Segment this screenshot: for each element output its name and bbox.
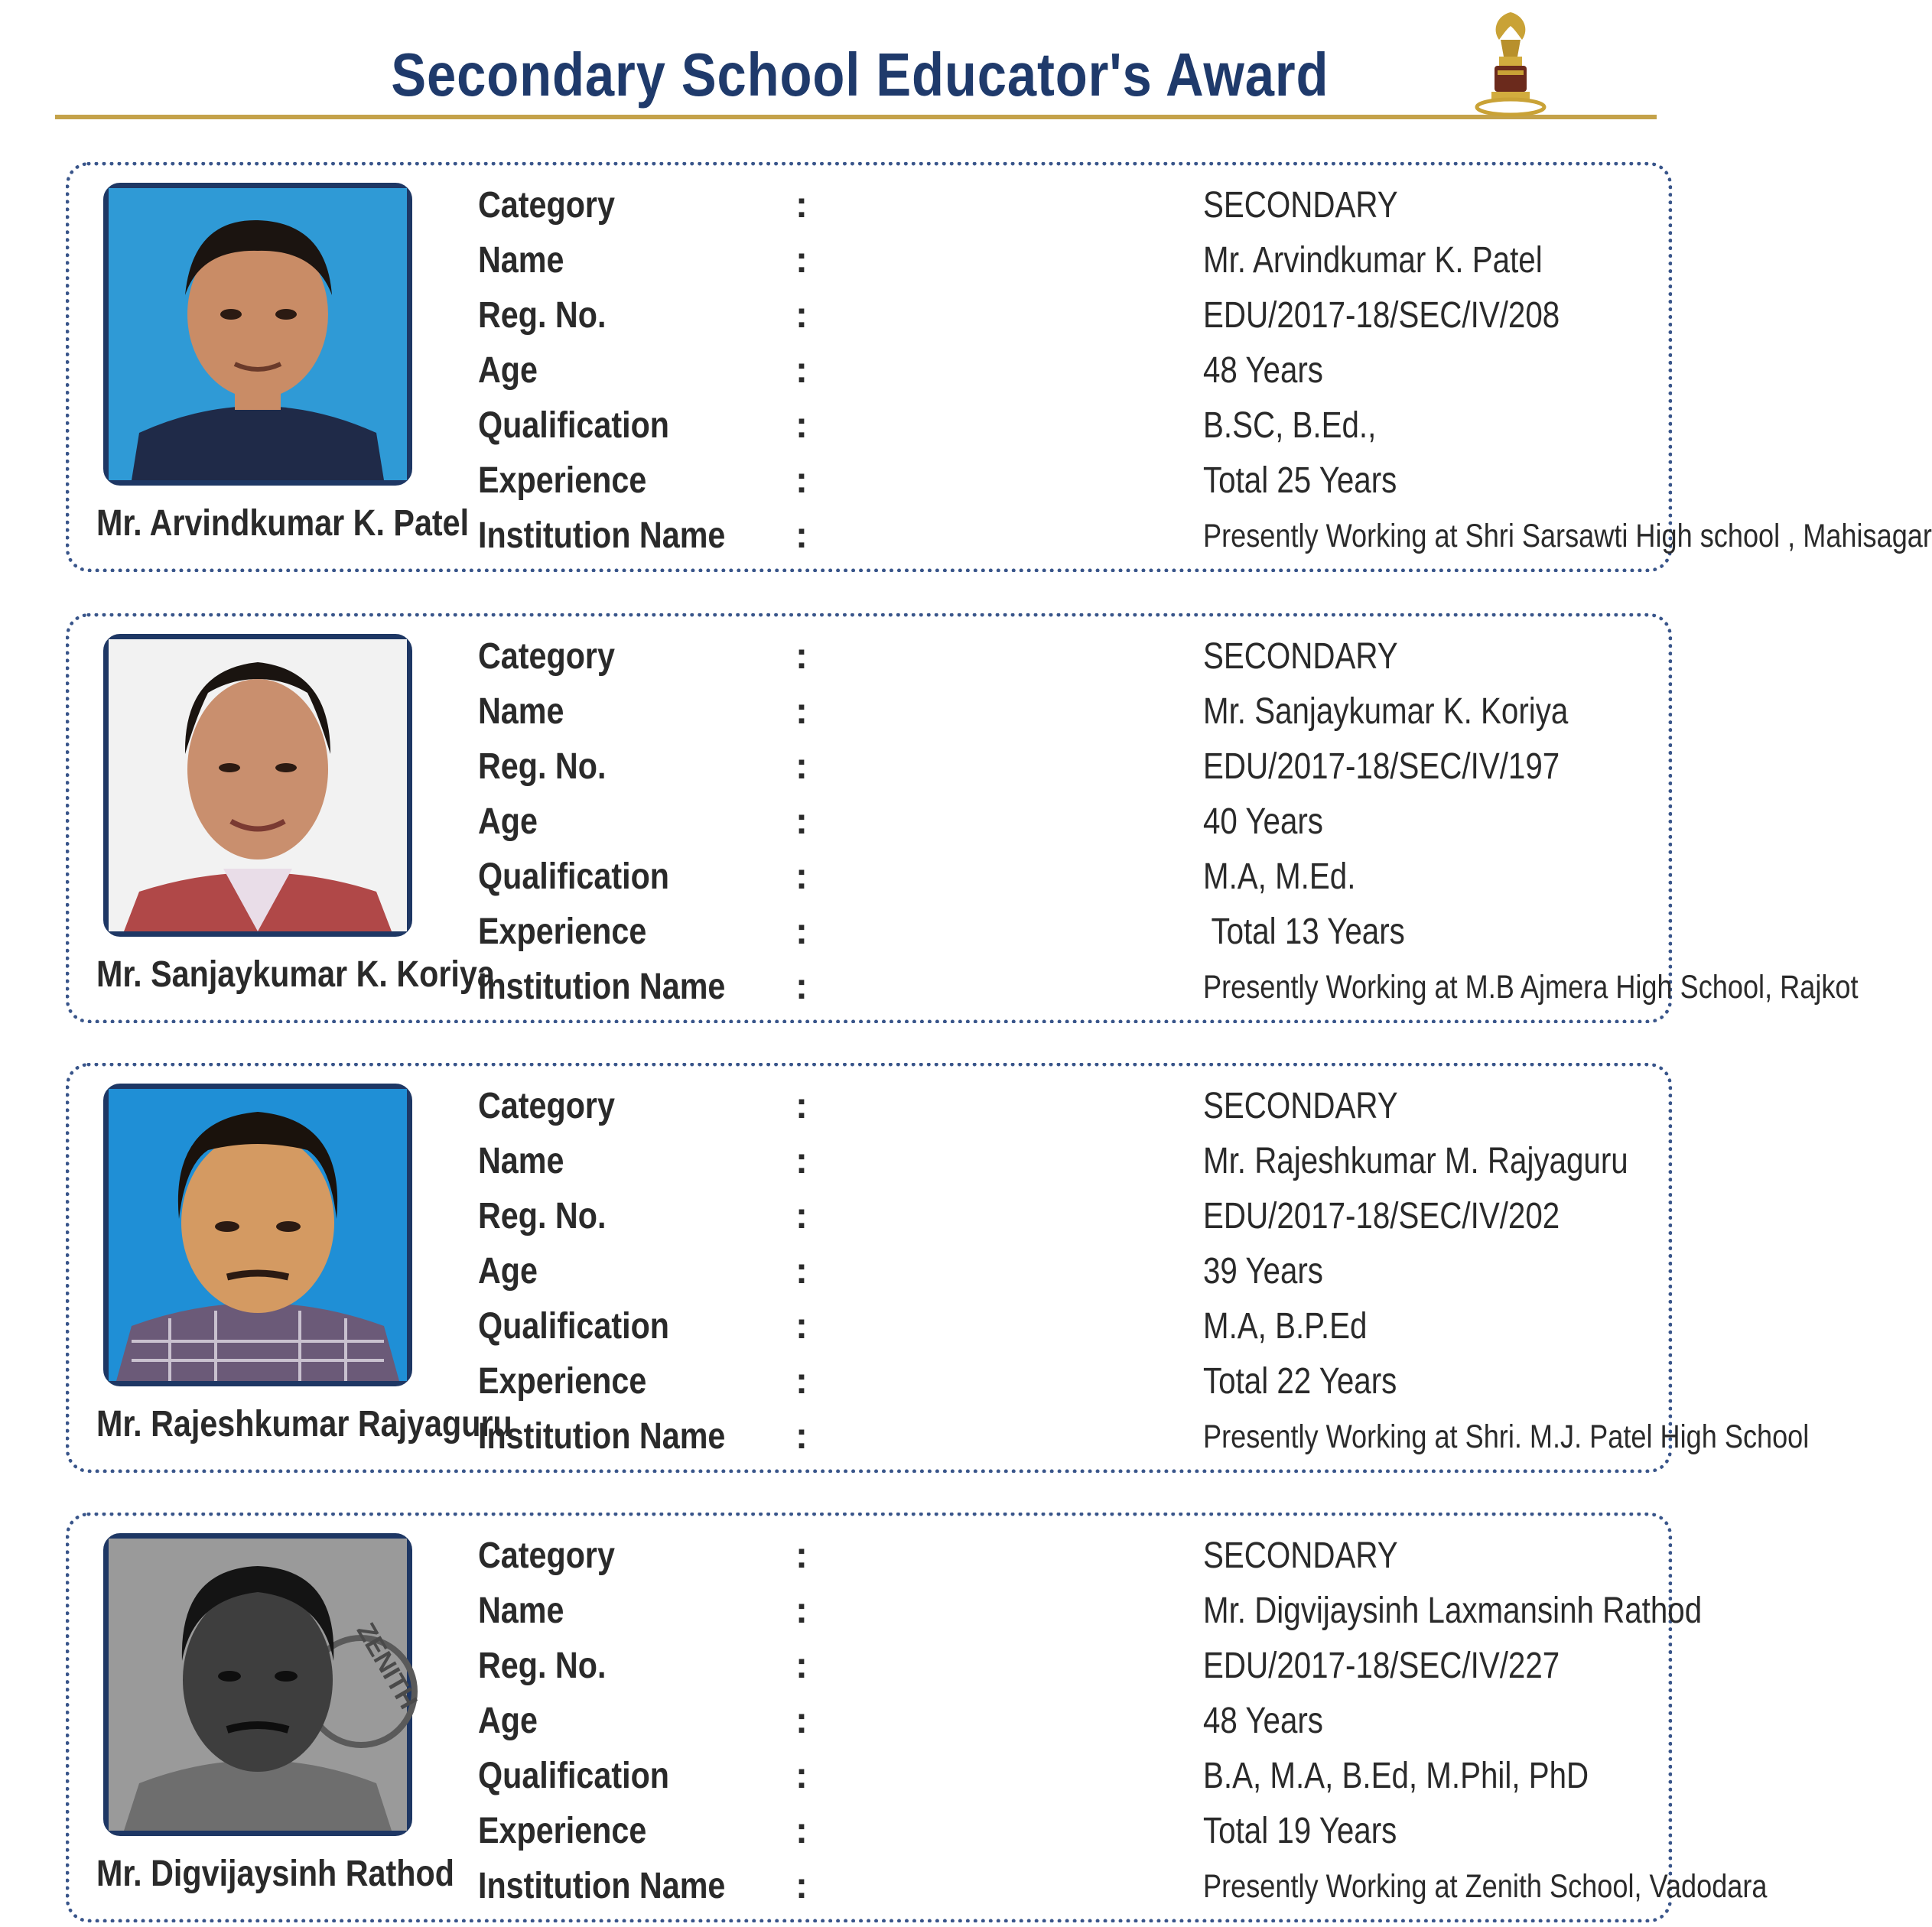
field-value-category: SECONDARY bbox=[1203, 1535, 1398, 1576]
field-separator: : bbox=[795, 1646, 808, 1686]
field-label: Institution Name bbox=[478, 515, 726, 556]
field-value-reg-no: EDU/2017-18/SEC/IV/202 bbox=[1203, 1196, 1560, 1236]
field-separator: : bbox=[795, 1866, 808, 1906]
field-separator: : bbox=[795, 1086, 808, 1126]
field-label: Experience bbox=[478, 1811, 647, 1851]
field-value-name: Mr. Rajeshkumar M. Rajyaguru bbox=[1203, 1141, 1628, 1181]
field-separator: : bbox=[795, 967, 808, 1007]
field-separator: : bbox=[795, 636, 808, 677]
trophy-icon bbox=[1469, 6, 1553, 121]
field-separator: : bbox=[795, 185, 808, 226]
field-value-qualification: B.A, M.A, B.Ed, M.Phil, PhD bbox=[1203, 1756, 1589, 1796]
field-label: Qualification bbox=[478, 405, 670, 446]
field-separator: : bbox=[795, 1701, 808, 1741]
field-value-reg-no: EDU/2017-18/SEC/IV/227 bbox=[1203, 1646, 1560, 1686]
field-label: Age bbox=[478, 1701, 538, 1741]
field-value-experience: Total 19 Years bbox=[1203, 1811, 1397, 1851]
field-separator: : bbox=[795, 1251, 808, 1292]
field-separator: : bbox=[795, 691, 808, 732]
field-label: Experience bbox=[478, 1361, 647, 1402]
field-value-name: Mr. Arvindkumar K. Patel bbox=[1203, 240, 1543, 281]
field-label: Institution Name bbox=[478, 967, 726, 1007]
field-label: Reg. No. bbox=[478, 1196, 607, 1236]
field-value-qualification: M.A, M.Ed. bbox=[1203, 856, 1356, 897]
field-label: Category bbox=[478, 636, 615, 677]
field-separator: : bbox=[795, 1811, 808, 1851]
portrait-image bbox=[109, 188, 407, 480]
educator-photo bbox=[103, 1533, 424, 1836]
field-value-category: SECONDARY bbox=[1203, 636, 1398, 677]
field-label: Category bbox=[478, 1086, 615, 1126]
field-separator: : bbox=[795, 350, 808, 391]
field-value-age: 39 Years bbox=[1203, 1251, 1323, 1292]
field-value-age: 40 Years bbox=[1203, 801, 1323, 842]
field-label: Qualification bbox=[478, 856, 670, 897]
field-label: Experience bbox=[478, 912, 647, 952]
educator-photo bbox=[103, 634, 412, 937]
field-separator: : bbox=[795, 1196, 808, 1236]
field-label: Age bbox=[478, 801, 538, 842]
field-label: Name bbox=[478, 240, 564, 281]
field-value-name: Mr. Digvijaysinh Laxmansinh Rathod bbox=[1203, 1591, 1703, 1631]
field-separator: : bbox=[795, 1306, 808, 1347]
field-label: Name bbox=[478, 1141, 564, 1181]
field-separator: : bbox=[795, 295, 808, 336]
field-separator: : bbox=[795, 912, 808, 952]
field-value-experience: Total 22 Years bbox=[1203, 1361, 1397, 1402]
page-title: Secondary School Educator's Award bbox=[391, 41, 1329, 109]
educator-card bbox=[66, 613, 1859, 1023]
field-value-reg-no: EDU/2017-18/SEC/IV/197 bbox=[1203, 746, 1560, 787]
field-separator: : bbox=[795, 1361, 808, 1402]
field-separator: : bbox=[795, 515, 808, 556]
field-separator: : bbox=[795, 1141, 808, 1181]
field-value-name: Mr. Sanjaykumar K. Koriya bbox=[1203, 691, 1569, 732]
field-separator: : bbox=[795, 746, 808, 787]
field-separator: : bbox=[795, 460, 808, 501]
field-label: Name bbox=[478, 1591, 564, 1631]
field-label: Age bbox=[478, 350, 538, 391]
field-separator: : bbox=[795, 240, 808, 281]
field-separator: : bbox=[795, 405, 808, 446]
field-label: Institution Name bbox=[478, 1416, 726, 1457]
field-value-institution: Presently Working at Shri Sarsawti High school , Mahisagar bbox=[1203, 518, 1932, 554]
field-label: Name bbox=[478, 691, 564, 732]
field-label: Experience bbox=[478, 460, 647, 501]
field-label: Reg. No. bbox=[478, 746, 607, 787]
field-label: Category bbox=[478, 185, 615, 226]
educator-caption: Mr. Arvindkumar K. Patel bbox=[96, 503, 470, 544]
portrait-image bbox=[109, 1089, 407, 1381]
field-value-age: 48 Years bbox=[1203, 1701, 1323, 1741]
field-separator: : bbox=[795, 1416, 808, 1457]
field-value-institution: Presently Working at M.B Ajmera High School, Rajkot bbox=[1203, 969, 1859, 1006]
field-value-experience: Total 25 Years bbox=[1203, 460, 1397, 501]
title-divider bbox=[55, 115, 1657, 119]
educator-photo bbox=[103, 1084, 412, 1386]
educator-photo bbox=[103, 183, 412, 486]
field-value-institution: Presently Working at Shri. M.J. Patel High School bbox=[1203, 1418, 1810, 1455]
field-label: Qualification bbox=[478, 1756, 670, 1796]
field-separator: : bbox=[795, 1591, 808, 1631]
portrait-image bbox=[109, 1539, 424, 1831]
stamp-text: ZENITH bbox=[350, 1618, 424, 1714]
field-value-category: SECONDARY bbox=[1203, 185, 1398, 226]
field-value-age: 48 Years bbox=[1203, 350, 1323, 391]
field-value-category: SECONDARY bbox=[1203, 1086, 1398, 1126]
educator-card bbox=[66, 1513, 1768, 1922]
field-value-qualification: B.SC, B.Ed., bbox=[1203, 405, 1377, 446]
field-label: Reg. No. bbox=[478, 295, 607, 336]
field-value-qualification: M.A, B.P.Ed bbox=[1203, 1306, 1368, 1347]
educator-card bbox=[66, 162, 1932, 572]
field-separator: : bbox=[795, 1535, 808, 1576]
educator-caption: Mr. Rajeshkumar Rajyaguru bbox=[96, 1404, 512, 1444]
field-label: Qualification bbox=[478, 1306, 670, 1347]
field-value-reg-no: EDU/2017-18/SEC/IV/208 bbox=[1203, 295, 1560, 336]
field-value-institution: Presently Working at Zenith School, Vadodara bbox=[1203, 1868, 1768, 1905]
field-separator: : bbox=[795, 1756, 808, 1796]
field-value-experience: Total 13 Years bbox=[1203, 912, 1405, 952]
educator-caption: Mr. Digvijaysinh Rathod bbox=[96, 1854, 454, 1894]
portrait-image bbox=[109, 639, 407, 931]
field-label: Category bbox=[478, 1535, 615, 1576]
field-separator: : bbox=[795, 856, 808, 897]
field-separator: : bbox=[795, 801, 808, 842]
educator-caption: Mr. Sanjaykumar K. Koriya bbox=[96, 954, 495, 995]
educator-card bbox=[66, 1063, 1810, 1473]
field-label: Institution Name bbox=[478, 1866, 726, 1906]
field-label: Reg. No. bbox=[478, 1646, 607, 1686]
field-label: Age bbox=[478, 1251, 538, 1292]
